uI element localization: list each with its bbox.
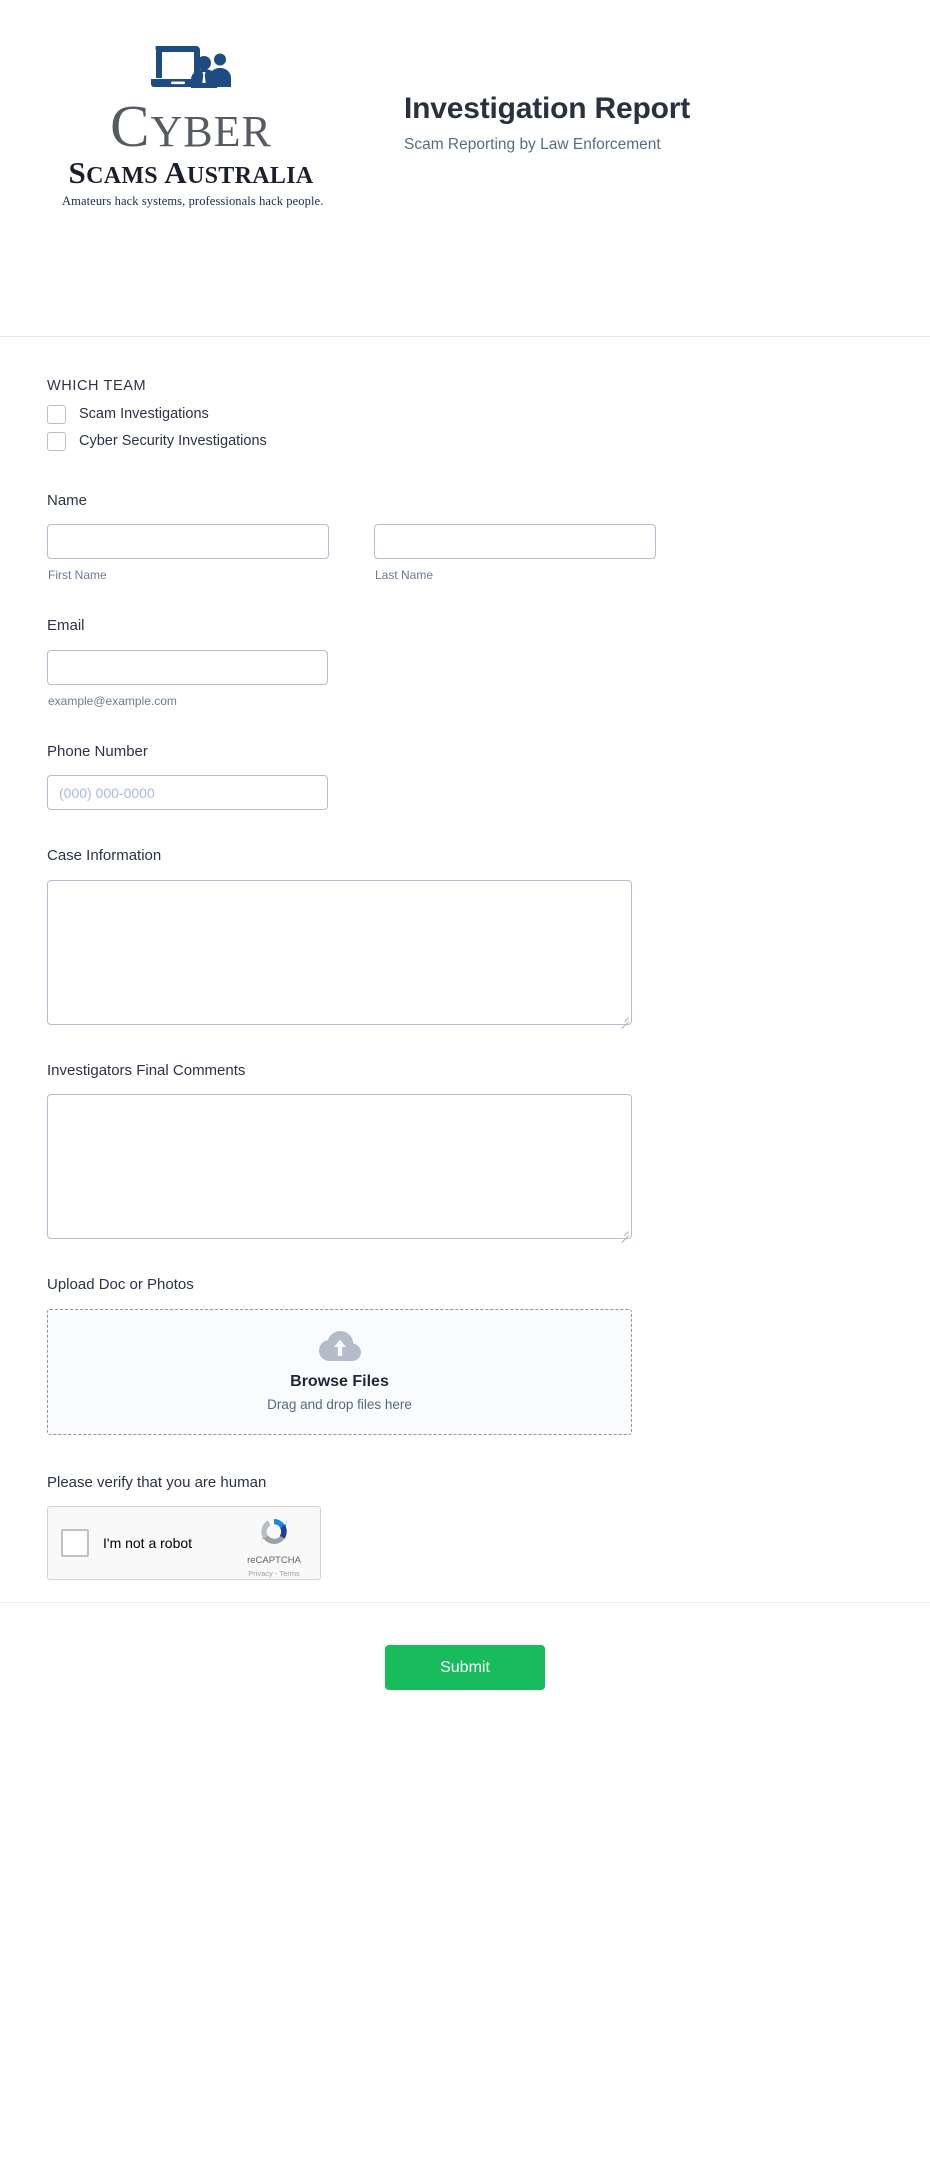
first-name-sublabel: First Name [48, 568, 107, 583]
form-header [0, 0, 930, 337]
recaptcha-logo-icon [258, 1516, 290, 1548]
header-text-block [320, 44, 690, 154]
checkbox-row-scam-investigations[interactable] [47, 405, 868, 424]
last-name-sublabel: Last Name [375, 568, 434, 583]
form-body [0, 337, 930, 1580]
checkbox-label-scam-investigations: Scam Investigations [79, 406, 209, 423]
last-name-input[interactable] [374, 524, 656, 559]
page-subtitle: Scam Reporting by Law Enforcement [404, 136, 661, 153]
submit-button[interactable]: Submit [385, 1645, 545, 1690]
field-which-team [47, 377, 868, 451]
site-logo [62, 44, 324, 209]
case-information-label: Case Information [47, 847, 162, 865]
recaptcha-brand-name: reCAPTCHA [247, 1555, 301, 1567]
computer-with-people-icon [150, 44, 232, 94]
recaptcha-checkbox[interactable] [61, 1529, 89, 1557]
email-sublabel: example@example.com [48, 693, 177, 708]
recaptcha-checkbox-label: I'm not a robot [103, 1535, 193, 1552]
checkbox-cyber-security-investigations[interactable] [47, 432, 66, 451]
recaptcha-branding [238, 1516, 310, 1578]
logo-word-cyber: CYBER [110, 93, 272, 159]
name-label: Name [47, 491, 88, 509]
browse-files-label[interactable]: Browse Files [290, 1373, 389, 1391]
phone-input[interactable] [47, 775, 328, 810]
checkbox-scam-investigations[interactable] [47, 405, 66, 424]
first-name-input[interactable] [47, 524, 329, 559]
page-title: Investigation Report [404, 92, 691, 125]
checkbox-label-cyber-security-investigations: Cyber Security Investigations [79, 433, 267, 450]
captcha-label: Please verify that you are human [47, 1473, 267, 1491]
email-label: Email [47, 617, 85, 635]
field-case-information [47, 846, 868, 1025]
file-dropzone[interactable] [47, 1309, 632, 1435]
checkbox-row-cyber-security-investigations[interactable] [47, 432, 868, 451]
form-footer [0, 1602, 930, 1690]
final-comments-textarea[interactable] [47, 1094, 632, 1239]
logo-word-scams-australia: SCAMS AUSTRALIA [68, 154, 314, 190]
phone-label: Phone Number [47, 742, 148, 760]
field-phone [47, 742, 868, 811]
field-captcha [47, 1473, 868, 1581]
field-email [47, 616, 868, 708]
email-input[interactable] [47, 650, 328, 685]
logo-tagline: Amateurs hack systems, professionals hack people. [62, 194, 324, 209]
upload-label: Upload Doc or Photos [47, 1276, 194, 1294]
field-name [47, 491, 868, 583]
which-team-label: WHICH TEAM [47, 378, 147, 394]
final-comments-label: Investigators Final Comments [47, 1061, 246, 1079]
drag-and-drop-label: Drag and drop files here [267, 1397, 412, 1413]
cloud-upload-icon [319, 1331, 361, 1363]
recaptcha-legal-links[interactable]: Privacy - Terms [248, 1569, 300, 1579]
recaptcha-widget[interactable] [47, 1506, 321, 1580]
case-information-textarea[interactable] [47, 880, 632, 1025]
field-final-comments [47, 1061, 868, 1240]
field-upload [47, 1275, 868, 1435]
